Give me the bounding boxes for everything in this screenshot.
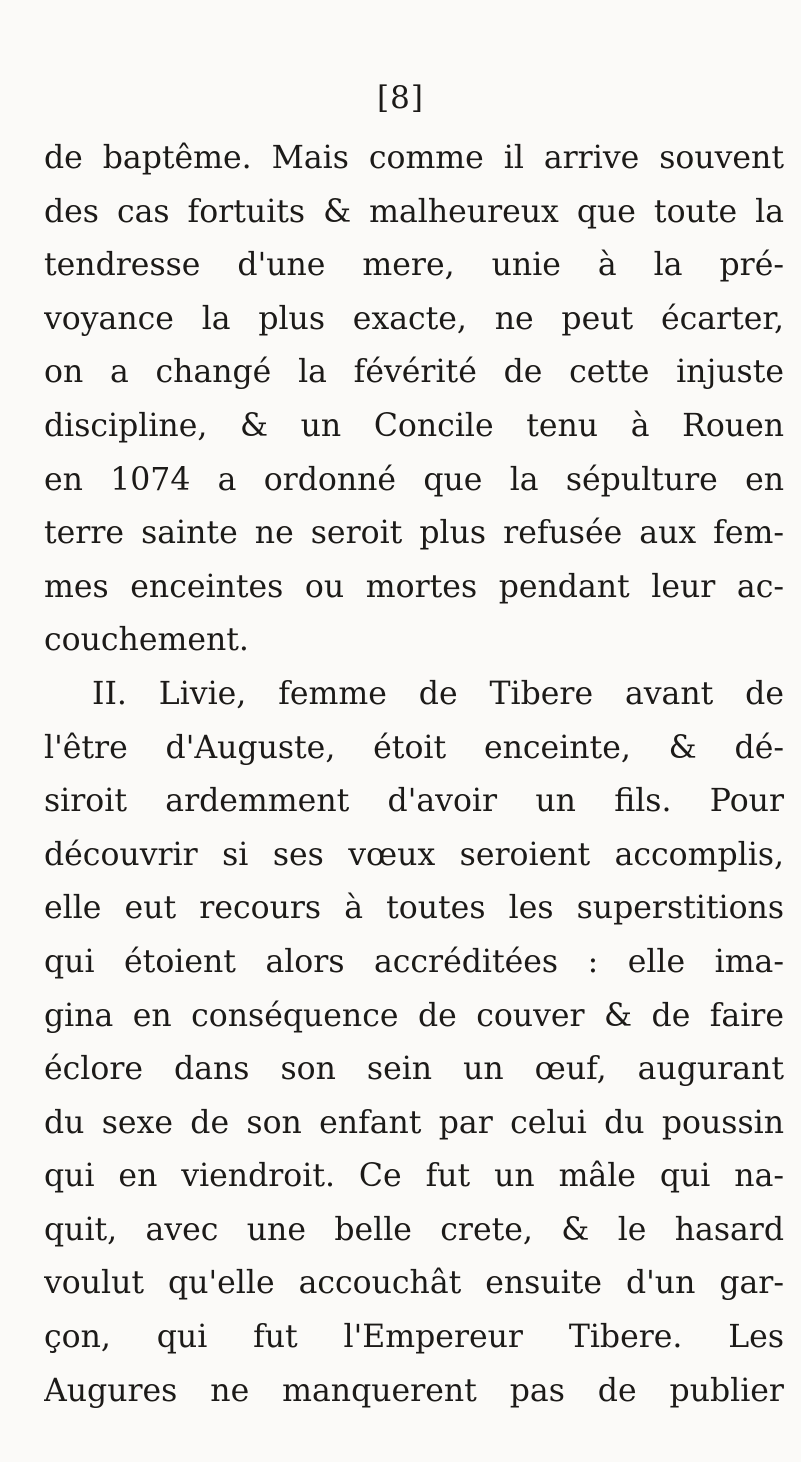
text-line: découvrir si ses vœux seroient accomplis, [44, 836, 784, 873]
text-line: çon, qui fut l'Empereur Tibere. Les [44, 1319, 784, 1356]
text-line: voulut qu'elle accouchât ensuite d'un gar- [44, 1265, 784, 1302]
text-line: elle eut recours à toutes les superstitions [44, 890, 784, 927]
text-line: gina en conséquence de couver & de faire [44, 997, 784, 1034]
text-line: quit, avec une belle crete, & le hasard [44, 1211, 784, 1248]
text-line: siroit ardemment d'avoir un fils. Pour [44, 783, 784, 820]
text-line: en 1074 a ordonné que la sépulture en [44, 461, 784, 498]
text-line: des cas fortuits & malheureux que toute la [44, 193, 784, 230]
text-line: qui étoient alors accréditées : elle ima- [44, 943, 784, 980]
text-line: couchement. [44, 622, 249, 659]
text-line: tendresse d'une mere, unie à la pré- [44, 247, 784, 284]
paragraph-start-line: II. Livie, femme de Tibere avant de [92, 675, 784, 712]
text-line: on a changé la févérité de cette injuste [44, 354, 784, 391]
text-line: qui en viendroit. Ce fut un mâle qui na- [44, 1158, 784, 1195]
text-line: Augures ne manquerent pas de publier [44, 1372, 784, 1409]
text-line: éclore dans son sein un œuf, augurant [44, 1051, 784, 1088]
text-line: terre sainte ne seroit plus refusée aux fem- [44, 515, 784, 552]
text-line: l'être d'Auguste, étoit enceinte, & dé- [44, 729, 784, 766]
text-line: de baptême. Mais comme il arrive souvent [44, 140, 784, 176]
text-line: du sexe de son enfant par celui du poussin [44, 1104, 784, 1141]
page-number: [8] [377, 80, 424, 116]
text-line: discipline, & un Concile tenu à Rouen [44, 407, 784, 444]
text-line: voyance la plus exacte, ne peut écarter, [44, 300, 784, 337]
body-text [44, 132, 784, 1418]
text-line: mes enceintes ou mortes pendant leur ac- [44, 568, 784, 605]
